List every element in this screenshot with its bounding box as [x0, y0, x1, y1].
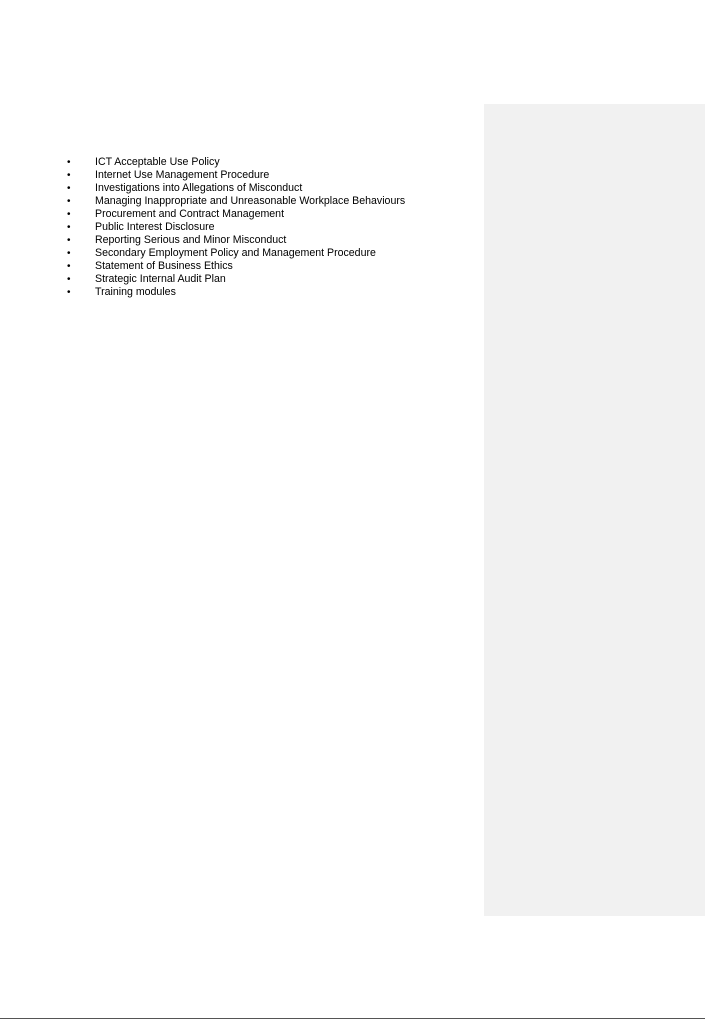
list-item-text: Public Interest Disclosure	[95, 221, 215, 233]
bullet-icon: •	[67, 222, 71, 233]
list-item-text: Statement of Business Ethics	[95, 260, 233, 272]
list-item-text: Procurement and Contract Management	[95, 208, 285, 220]
list-item-text: Strategic Internal Audit Plan	[95, 273, 226, 285]
bullet-icon: •	[67, 196, 71, 207]
bullet-icon: •	[67, 157, 71, 168]
bullet-icon: •	[67, 274, 71, 285]
list-item-text: Managing Inappropriate and Unreasonable Workplace Behaviours	[95, 195, 406, 207]
bullet-icon: •	[67, 287, 71, 298]
bullet-icon: •	[67, 261, 71, 272]
page-bottom-divider	[0, 1018, 705, 1019]
bullet-icon: •	[67, 183, 71, 194]
bullet-icon: •	[67, 235, 71, 246]
comment-margin-pane	[484, 104, 705, 916]
list-item-text: Internet Use Management Procedure	[95, 169, 270, 181]
bullet-icon: •	[67, 248, 71, 259]
list-item-text: ICT Acceptable Use Policy	[95, 156, 220, 168]
list-item-text: Training modules	[95, 286, 176, 298]
list-item-text: Investigations into Allegations of Misconduct	[95, 182, 303, 194]
bullet-icon: •	[67, 170, 71, 181]
list-item-text: Secondary Employment Policy and Management Procedure	[95, 247, 376, 259]
list-item-text: Reporting Serious and Minor Misconduct	[95, 234, 287, 246]
bullet-icon: •	[67, 209, 71, 220]
